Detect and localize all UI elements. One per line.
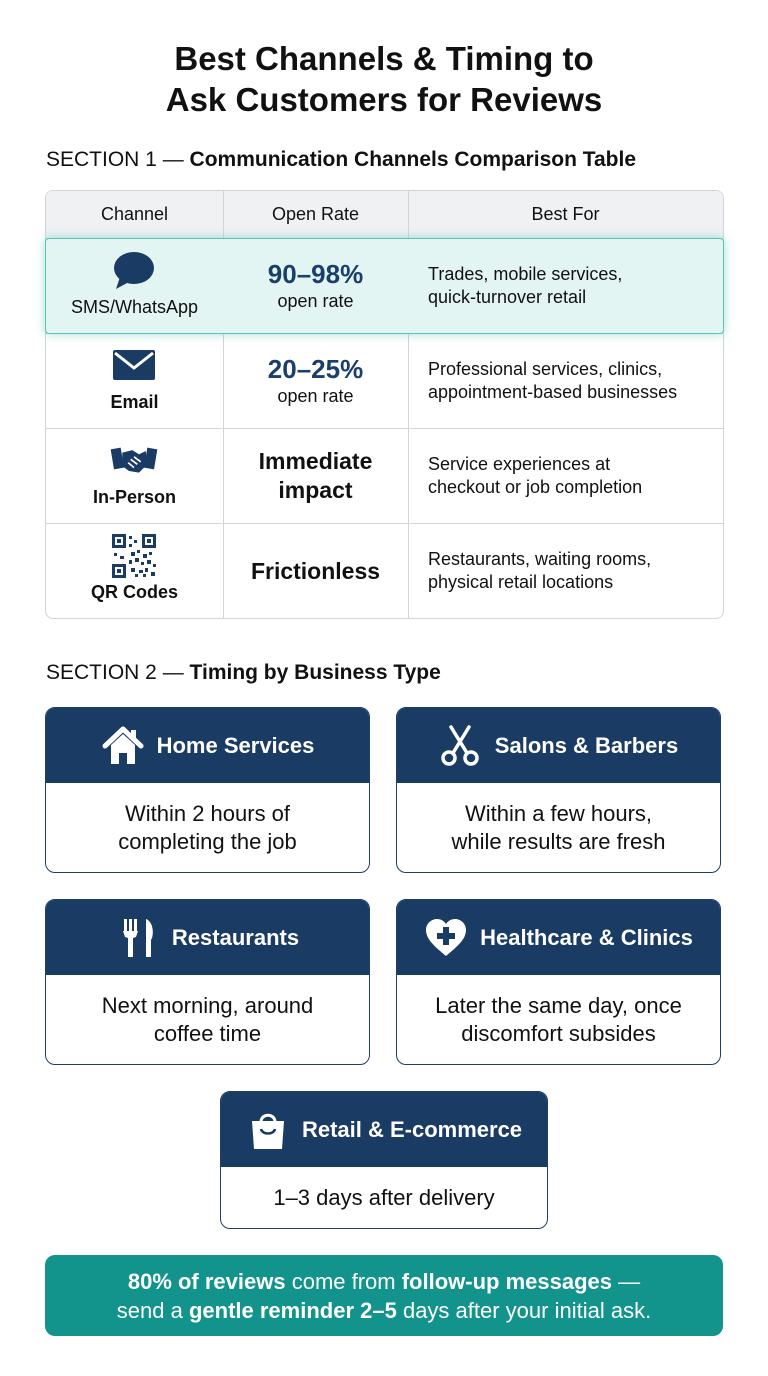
open-rate-cell (223, 239, 408, 333)
card-text-line: Later the same day, once (435, 993, 682, 1018)
best-for-cell (428, 239, 718, 333)
banner-bold: 80% of reviews (127, 1268, 286, 1294)
banner-bold: follow-up messages (401, 1268, 613, 1294)
open-rate-value: impact (278, 477, 353, 503)
open-rate-caption: open rate (277, 291, 354, 311)
shopping-bag-icon (246, 1108, 290, 1152)
qr-code-icon (109, 534, 159, 578)
open-rate-caption: open rate (277, 386, 354, 406)
open-rate-value: Frictionless (250, 557, 381, 584)
section-1-prefix: SECTION 1 — (46, 148, 190, 171)
open-rate-value: 90–98% (267, 259, 364, 289)
card-text-line: discomfort subsides (461, 1021, 656, 1046)
chat-bubble-icon (109, 249, 159, 293)
page-title (0, 38, 768, 120)
card-title: Healthcare & Clinics (480, 924, 693, 950)
best-for-line: Restaurants, waiting rooms, (428, 549, 652, 569)
card-text-line: completing the job (118, 829, 297, 854)
table-row-email (46, 333, 723, 428)
best-for-line: quick-turnover retail (428, 287, 587, 307)
card-body (397, 975, 720, 1065)
follow-up-banner (45, 1255, 723, 1336)
banner-text: come from (285, 1268, 402, 1294)
channels-table (45, 190, 724, 619)
channel-cell (46, 239, 223, 333)
table-row-in-person (46, 428, 723, 523)
channel-label: In-Person (92, 487, 176, 507)
house-icon (101, 724, 145, 768)
open-rate-value: 20–25% (267, 354, 364, 384)
heart-cross-icon (424, 916, 468, 960)
timing-card-restaurants (45, 899, 370, 1065)
open-rate-value: Immediate (258, 448, 373, 474)
card-header (397, 708, 720, 783)
channel-label: QR Codes (90, 582, 178, 602)
banner-line-2 (117, 1296, 651, 1325)
card-title: Retail & E-commerce (301, 1116, 523, 1142)
best-for-line: checkout or job completion (428, 477, 643, 497)
card-text-line: 1–3 days after delivery (273, 1185, 495, 1210)
best-for-cell (428, 334, 718, 428)
envelope-icon (109, 344, 159, 388)
card-header (397, 900, 720, 975)
channel-cell (46, 429, 223, 523)
open-rate-cell (223, 429, 408, 523)
best-for-line: physical retail locations (428, 572, 614, 592)
header-best-for: Best For (531, 204, 600, 224)
open-rate-cell (223, 334, 408, 428)
channel-cell (46, 334, 223, 428)
section-1-heading (46, 148, 636, 172)
timing-card-healthcare (396, 899, 721, 1065)
card-text-line: coffee time (153, 1021, 262, 1046)
best-for-cell (428, 429, 718, 523)
card-body (221, 1167, 547, 1229)
card-title: Home Services (156, 732, 315, 758)
table-header (46, 191, 723, 239)
card-header (46, 708, 369, 783)
section-2-name: Timing by Business Type (189, 661, 441, 684)
best-for-line: Trades, mobile services, (428, 264, 623, 284)
timing-card-retail (220, 1091, 548, 1229)
timing-card-home-services (45, 707, 370, 873)
card-text-line: Next morning, around (101, 993, 314, 1018)
title-line-1: Best Channels & Timing to (174, 40, 594, 77)
card-body (46, 783, 369, 873)
best-for-line: appointment-based businesses (428, 382, 678, 402)
title-line-2: Ask Customers for Reviews (165, 81, 603, 118)
section-2-heading (46, 661, 441, 685)
card-title: Salons & Barbers (494, 732, 679, 758)
channel-cell (46, 524, 223, 618)
header-open-rate: Open Rate (271, 204, 360, 224)
card-text-line: Within 2 hours of (124, 801, 291, 826)
banner-text: — (612, 1268, 641, 1294)
card-body (46, 975, 369, 1065)
channel-label: Email (110, 392, 159, 412)
best-for-cell (428, 524, 718, 618)
card-title: Restaurants (171, 924, 300, 950)
section-2-prefix: SECTION 2 — (46, 661, 190, 684)
banner-text: days after your initial ask. (396, 1297, 652, 1323)
scissors-icon (439, 724, 483, 768)
card-header (221, 1092, 547, 1167)
banner-text: send a (116, 1297, 189, 1323)
handshake-icon (109, 439, 159, 483)
fork-knife-icon (116, 916, 160, 960)
card-text-line: while results are fresh (451, 829, 666, 854)
banner-bold: gentle reminder 2–5 (188, 1297, 397, 1323)
header-channel: Channel (100, 204, 169, 224)
card-text-line: Within a few hours, (464, 801, 653, 826)
section-1-name: Communication Channels Comparison Table (189, 148, 637, 171)
best-for-line: Service experiences at (428, 454, 611, 474)
open-rate-cell (223, 524, 408, 618)
table-row-qr (46, 523, 723, 618)
channel-label: SMS/WhatsApp (70, 297, 199, 317)
timing-card-salons (396, 707, 721, 873)
table-row-sms (45, 238, 724, 334)
card-header (46, 900, 369, 975)
best-for-line: Professional services, clinics, (428, 359, 663, 379)
card-body (397, 783, 720, 873)
banner-line-1 (128, 1267, 640, 1296)
